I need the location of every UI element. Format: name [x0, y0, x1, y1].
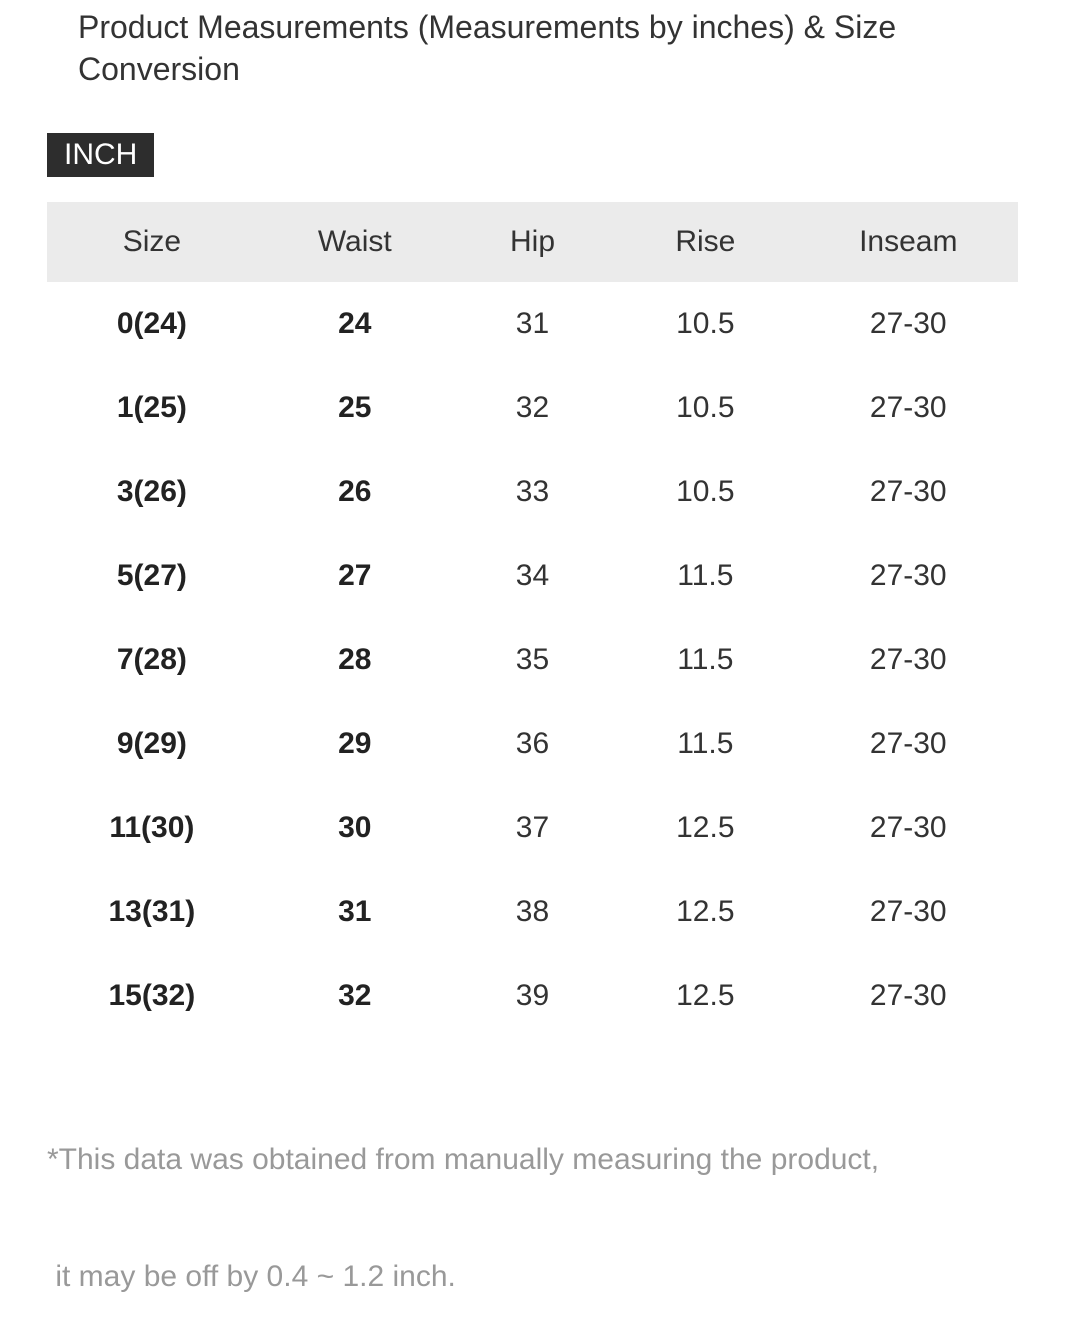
cell-waist: 26 [338, 475, 372, 508]
cell-size: 9(29) [116, 727, 187, 760]
cell-waist: 25 [338, 391, 372, 424]
table-row [47, 366, 1018, 450]
cell-hip: 39 [515, 979, 550, 1012]
cell-inseam: 27-30 [869, 979, 947, 1012]
cell-size: 13(31) [108, 895, 196, 928]
disclaimer-line-1: *This data was obtained from manually measuring the product, [47, 1143, 880, 1176]
column-header-inseam: Inseam [799, 202, 1018, 282]
measurements-table [47, 202, 1018, 1038]
cell-rise: 12.5 [676, 979, 735, 1012]
column-header-waist: Waist [257, 202, 453, 282]
measurements-table-header [47, 202, 1018, 282]
table-row [47, 618, 1018, 702]
cell-inseam: 27-30 [869, 811, 947, 844]
cell-inseam: 27-30 [869, 559, 947, 592]
cell-waist: 29 [338, 727, 372, 760]
cell-rise: 10.5 [676, 391, 735, 424]
table-row [47, 702, 1018, 786]
unit-badge-inch: INCH [47, 133, 154, 177]
measurement-disclaimer [47, 1062, 879, 1335]
cell-size: 3(26) [116, 475, 187, 508]
cell-inseam: 27-30 [869, 895, 947, 928]
table-row [47, 870, 1018, 954]
disclaimer-line-2: it may be off by 0.4 ~ 1.2 inch. [47, 1260, 456, 1293]
cell-inseam: 27-30 [869, 643, 947, 676]
cell-rise: 10.5 [676, 307, 735, 340]
cell-inseam: 27-30 [869, 307, 947, 340]
cell-hip: 32 [515, 391, 550, 424]
cell-rise: 12.5 [676, 811, 735, 844]
cell-inseam: 27-30 [869, 391, 947, 424]
cell-waist: 32 [338, 979, 372, 1012]
cell-size: 1(25) [116, 391, 187, 424]
table-row [47, 450, 1018, 534]
cell-hip: 35 [515, 643, 550, 676]
cell-size: 15(32) [108, 979, 196, 1012]
cell-hip: 33 [515, 475, 550, 508]
table-row [47, 282, 1018, 366]
column-header-size: Size [47, 202, 257, 282]
cell-inseam: 27-30 [869, 727, 947, 760]
cell-waist: 24 [338, 307, 372, 340]
cell-waist: 28 [338, 643, 372, 676]
cell-waist: 30 [338, 811, 372, 844]
cell-hip: 36 [515, 727, 550, 760]
cell-size: 11(30) [109, 811, 195, 844]
cell-hip: 38 [515, 895, 550, 928]
cell-waist: 31 [338, 895, 372, 928]
cell-size: 0(24) [116, 307, 187, 340]
cell-rise: 10.5 [676, 475, 735, 508]
column-header-rise: Rise [612, 202, 798, 282]
cell-rise: 11.5 [677, 559, 734, 592]
cell-size: 7(28) [116, 643, 187, 676]
cell-rise: 11.5 [677, 643, 734, 676]
table-row [47, 954, 1018, 1038]
cell-inseam: 27-30 [869, 475, 947, 508]
cell-size: 5(27) [116, 559, 187, 592]
table-row [47, 534, 1018, 618]
cell-waist: 27 [338, 559, 372, 592]
cell-hip: 37 [515, 811, 550, 844]
cell-rise: 12.5 [676, 895, 735, 928]
table-row [47, 786, 1018, 870]
cell-hip: 31 [515, 307, 550, 340]
measurements-table-body [47, 282, 1018, 1038]
header-row [47, 202, 1018, 282]
column-header-hip: Hip [453, 202, 612, 282]
cell-rise: 11.5 [677, 727, 734, 760]
cell-hip: 34 [515, 559, 550, 592]
page-title: Product Measurements (Measurements by inches) & Size Conversion [78, 9, 897, 87]
